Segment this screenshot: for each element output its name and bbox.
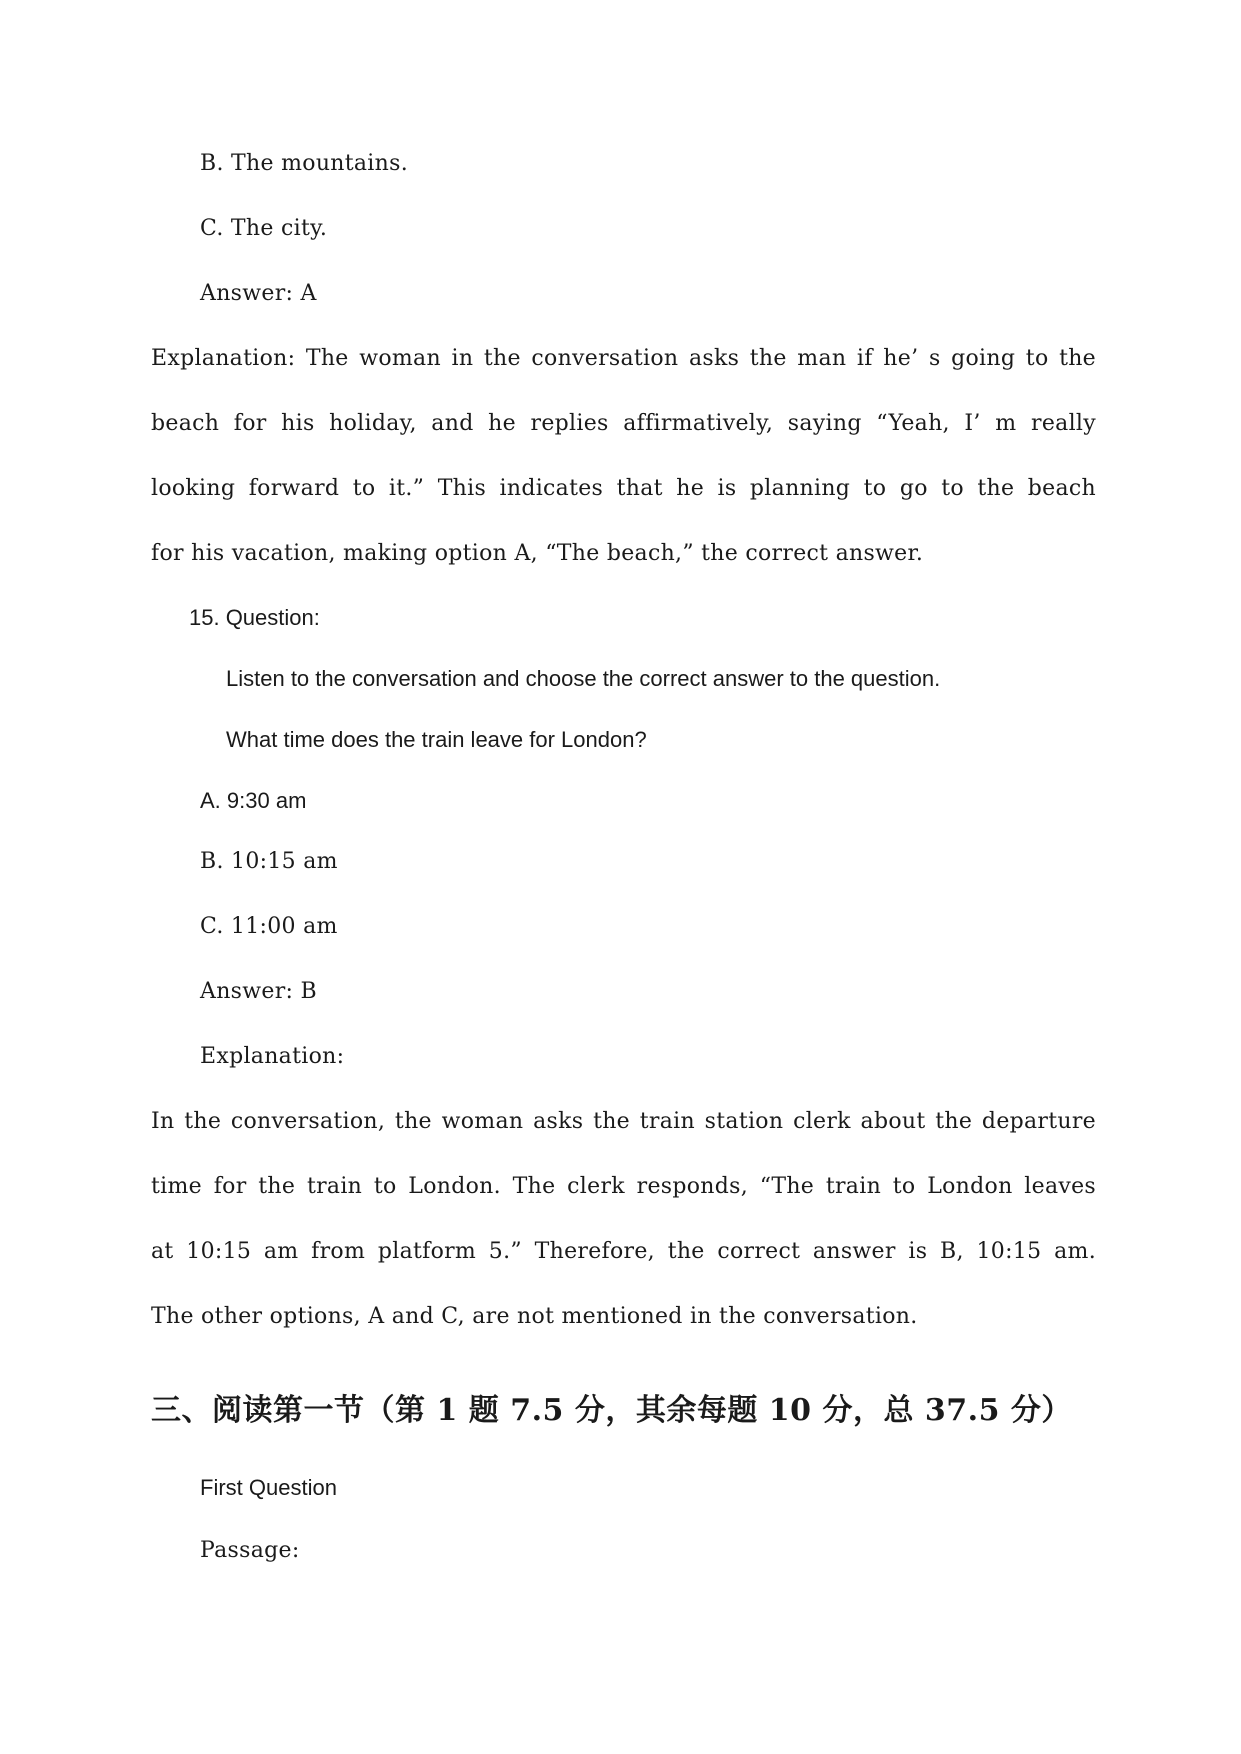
question-15-explanation-line-1: In the conversation, the woman asks the train station clerk about the departure xyxy=(151,1109,1096,1134)
passage-label: Passage: xyxy=(200,1538,300,1563)
explanation-previous-line-3: looking forward to it.” This indicates that he is planning to go to the beach xyxy=(151,476,1096,501)
question-15-explanation-line-3: at 10:15 am from platform 5.” Therefore, the correct answer is B, 10:15 am. xyxy=(151,1239,1096,1264)
explanation-previous-line-2: beach for his holiday, and he replies affirmatively, saying “Yeah, I’ m really xyxy=(151,411,1096,436)
question-15-title: 15. Question: xyxy=(189,605,320,630)
question-15-explanation-line-4: The other options, A and C, are not mentioned in the conversation. xyxy=(151,1304,918,1329)
first-question-label: First Question xyxy=(200,1475,337,1500)
question-15-option-a: A. 9:30 am xyxy=(200,788,307,813)
option-b-previous: B. The mountains. xyxy=(200,151,408,176)
answer-previous: Answer: A xyxy=(200,281,317,306)
question-15-instruction: Listen to the conversation and choose the correct answer to the question. xyxy=(226,666,941,691)
question-15-explanation-line-2: time for the train to London. The clerk responds, “The train to London leaves xyxy=(151,1174,1096,1199)
question-15-option-c: C. 11:00 am xyxy=(200,914,338,939)
section-heading: 三、阅读第一节（第 1 题 7.5 分，其余每题 10 分，总 37.5 分） xyxy=(151,1393,1072,1428)
question-15-answer: Answer: B xyxy=(200,979,317,1004)
question-15-explanation-label: Explanation: xyxy=(200,1044,345,1069)
option-c-previous: C. The city. xyxy=(200,216,328,241)
question-15-question: What time does the train leave for London? xyxy=(226,727,647,752)
question-15-option-b: B. 10:15 am xyxy=(200,849,338,874)
explanation-previous-line-1: Explanation: The woman in the conversation asks the man if he’ s going to the xyxy=(151,346,1096,371)
explanation-previous-line-4: for his vacation, making option A, “The beach,” the correct answer. xyxy=(151,541,924,566)
